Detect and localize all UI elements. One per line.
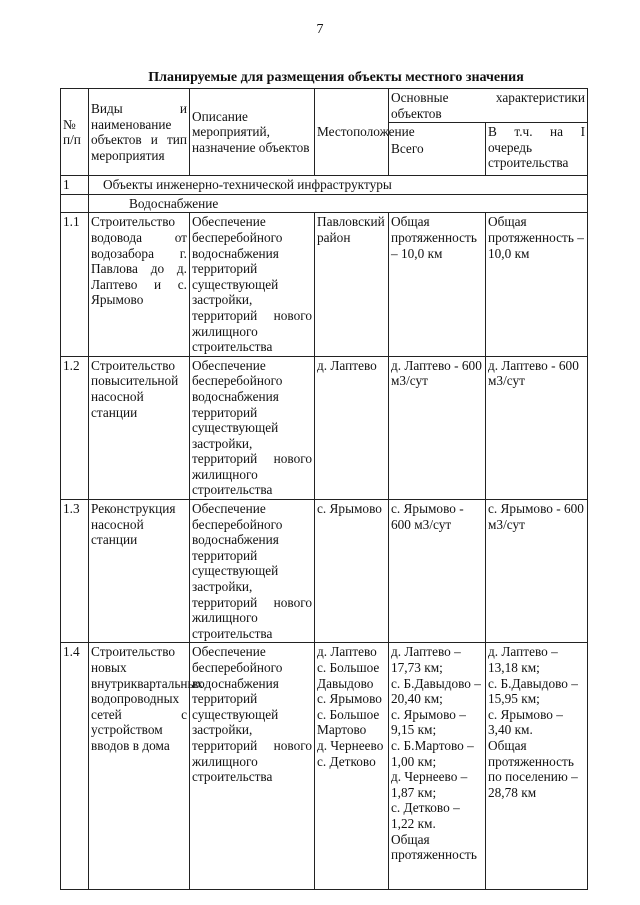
header-total: Всего (389, 123, 486, 176)
subsection-label: Водоснабжение (89, 194, 588, 213)
objects-table (60, 88, 588, 890)
row-location: с. Ярымово (315, 500, 389, 643)
row-description: Обеспечение бесперебойного водоснабжения территорий существующей застройки, территорий нового жилищного строительства (190, 643, 315, 890)
row-description: Обеспечение бесперебойного водоснабжения территорий существующей застройки, территорий нового жилищного строительства (190, 213, 315, 356)
document-title: Планируемые для размещения объекты местного значения (148, 70, 524, 85)
table-row (61, 213, 588, 356)
row-first-stage: д. Лаптево - 600 м3/сут (486, 356, 588, 499)
row-total: д. Лаптево – 17,73 км; с. Б.Давыдово – 20,40 км; с. Ярымово – 9,15 км; с. Б.Мартово – 1,00 км; д. Чернеево – 1,87 км; с. Детково – 1,22 км. Общая протяженность (389, 643, 486, 890)
row-location: д. Лаптево с. Большое Давыдово с. Ярымово с. Большое Мартово д. Чернеево с. Детково (315, 643, 389, 890)
row-description: Обеспечение бесперебойного водоснабжения территорий существующей застройки, территорий нового жилищного строительства (190, 500, 315, 643)
table-row (61, 356, 588, 499)
row-first-stage: Общая протяженность – 10,0 км (486, 213, 588, 356)
row-first-stage: с. Ярымово - 600 м3/сут (486, 500, 588, 643)
header-type: Виды и наименование объектов и тип мероприятия (89, 89, 190, 176)
row-total: д. Лаптево - 600 м3/сут (389, 356, 486, 499)
header-num: № п/п (61, 89, 89, 176)
row-description: Обеспечение бесперебойного водоснабжения территорий существующей застройки, территорий нового жилищного строительства (190, 356, 315, 499)
header-characteristics: Основные характеристики объектов (389, 89, 588, 123)
row-first-stage: д. Лаптево – 13,18 км; с. Б.Давыдово – 15,95 км; с. Ярымово – 3,40 км. Общая протяженность по поселению – 28,78 км (486, 643, 588, 890)
header-description: Описание мероприятий, назначение объектов (190, 89, 315, 176)
row-type: Строительство водовода от водозабора г. Павлова до д. Лаптево и с. Ярымово (89, 213, 190, 356)
row-num: 1.4 (61, 643, 89, 890)
row-location: д. Лаптево (315, 356, 389, 499)
row-location: Павловский район (315, 213, 389, 356)
row-type: Строительство новых внутриквартальных водопроводных сетей с устройством вводов в дома (89, 643, 190, 890)
section-label: Объекты инженерно-технической инфраструктуры (89, 176, 588, 195)
subsection-row (61, 194, 588, 213)
section-num: 1 (61, 176, 89, 195)
table-row (61, 643, 588, 890)
header-location: Местоположение (315, 89, 389, 176)
row-num: 1.1 (61, 213, 89, 356)
header-row (61, 89, 588, 123)
page-number: 7 (316, 22, 324, 37)
header-first-stage: В т.ч. на I очередь строительства (486, 123, 588, 176)
row-total: с. Ярымово - 600 м3/сут (389, 500, 486, 643)
row-num: 1.2 (61, 356, 89, 499)
table-row (61, 500, 588, 643)
row-total: Общая протяженность – 10,0 км (389, 213, 486, 356)
row-num: 1.3 (61, 500, 89, 643)
row-type: Строительство повысительной насосной станции (89, 356, 190, 499)
subsection-num (61, 194, 89, 213)
row-type: Реконструкция насосной станции (89, 500, 190, 643)
section-row (61, 176, 588, 195)
